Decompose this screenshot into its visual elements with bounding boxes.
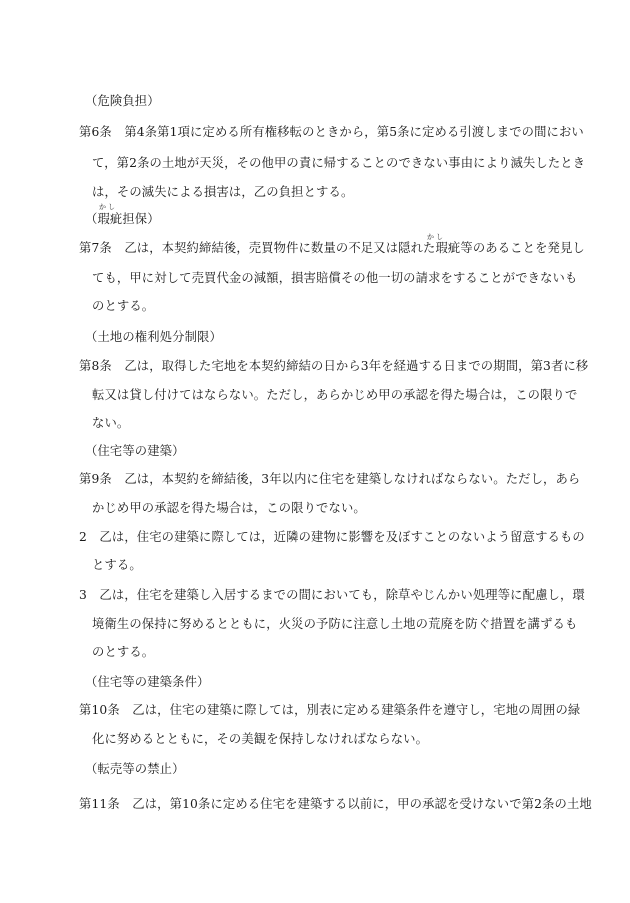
ruby-kashi-heading: かし [99,203,117,211]
article-8-heading: （土地の権利処分制限） [85,330,222,344]
article-11-heading: （転売等の禁止） [85,762,185,776]
article-8-line-3: ない。 [92,416,130,430]
article-9-para-3-line-1: 3 乙は，住宅を建築し入居するまでの間においても，除草やじんかい処理等に配慮し，環 [79,588,585,602]
article-9-line-1: 第9条 乙は，本契約を締結後，3年以内に住宅を建築しなければならない。ただし，あら [79,472,581,486]
article-7-line-3: のとする。 [92,299,155,313]
article-7-line-2: ても，甲に対して売買代金の減額，損害賠償その他一切の請求をすることができないも [92,271,578,285]
article-7-line-1: 第7条 乙は，本契約締結後，売買物件に数量の不足又は隠れた瑕疵等のあることを発見し [79,241,585,255]
article-8-line-2: 転又は貸し付けてはならない。ただし，あらかじめ甲の承認を得た場合は，この限りで [92,388,578,402]
article-9-para-3-line-3: のとする。 [92,645,155,659]
article-6-heading: （危険負担） [85,94,160,108]
article-10-line-2: 化に努めるとともに，その美観を保持しなければならない。 [92,732,429,746]
article-10-heading: （住宅等の建築条件） [85,675,210,689]
article-8-line-1: 第8条 乙は，取得した宅地を本契約締結の日から3年を経過する日までの期間，第3者に移 [79,359,589,373]
article-11-line-1: 第11条 乙は，第10条に定める住宅を建築する以前に，甲の承認を受けないで第2条の土地 [79,797,592,811]
article-6-line-1: 第6条 第4条第1項に定める所有権移転のときから，第5条に定める引渡しまでの間におい [79,125,584,139]
article-9-para-2-line-2: とする。 [92,558,142,572]
article-9-para-3-line-2: 境衛生の保持に努めるとともに，火災の予防に注意し土地の荒廃を防ぐ措置を講ずるも [92,617,578,631]
article-9-line-2: かじめ甲の承認を得た場合は，この限りでない。 [92,501,366,515]
article-7-heading: （瑕疵担保） [85,212,160,226]
article-6-line-3: は，その滅失による損害は，乙の負担とする。 [92,185,354,199]
article-9-heading: （住宅等の建築） [85,444,185,458]
article-9-para-2-line-1: 2 乙は，住宅の建築に際しては，近隣の建物に影響を及ぼすことのないよう留意するもの [79,530,585,544]
article-10-line-1: 第10条 乙は，住宅の建築に際しては，別表に定める建築条件を遵守し，宅地の周囲の緑 [79,703,581,717]
article-6-line-2: て，第2条の土地が天災，その他甲の責に帰することのできない事由により滅失したとき [92,156,586,170]
ruby-kashi-body: かし [427,233,445,241]
